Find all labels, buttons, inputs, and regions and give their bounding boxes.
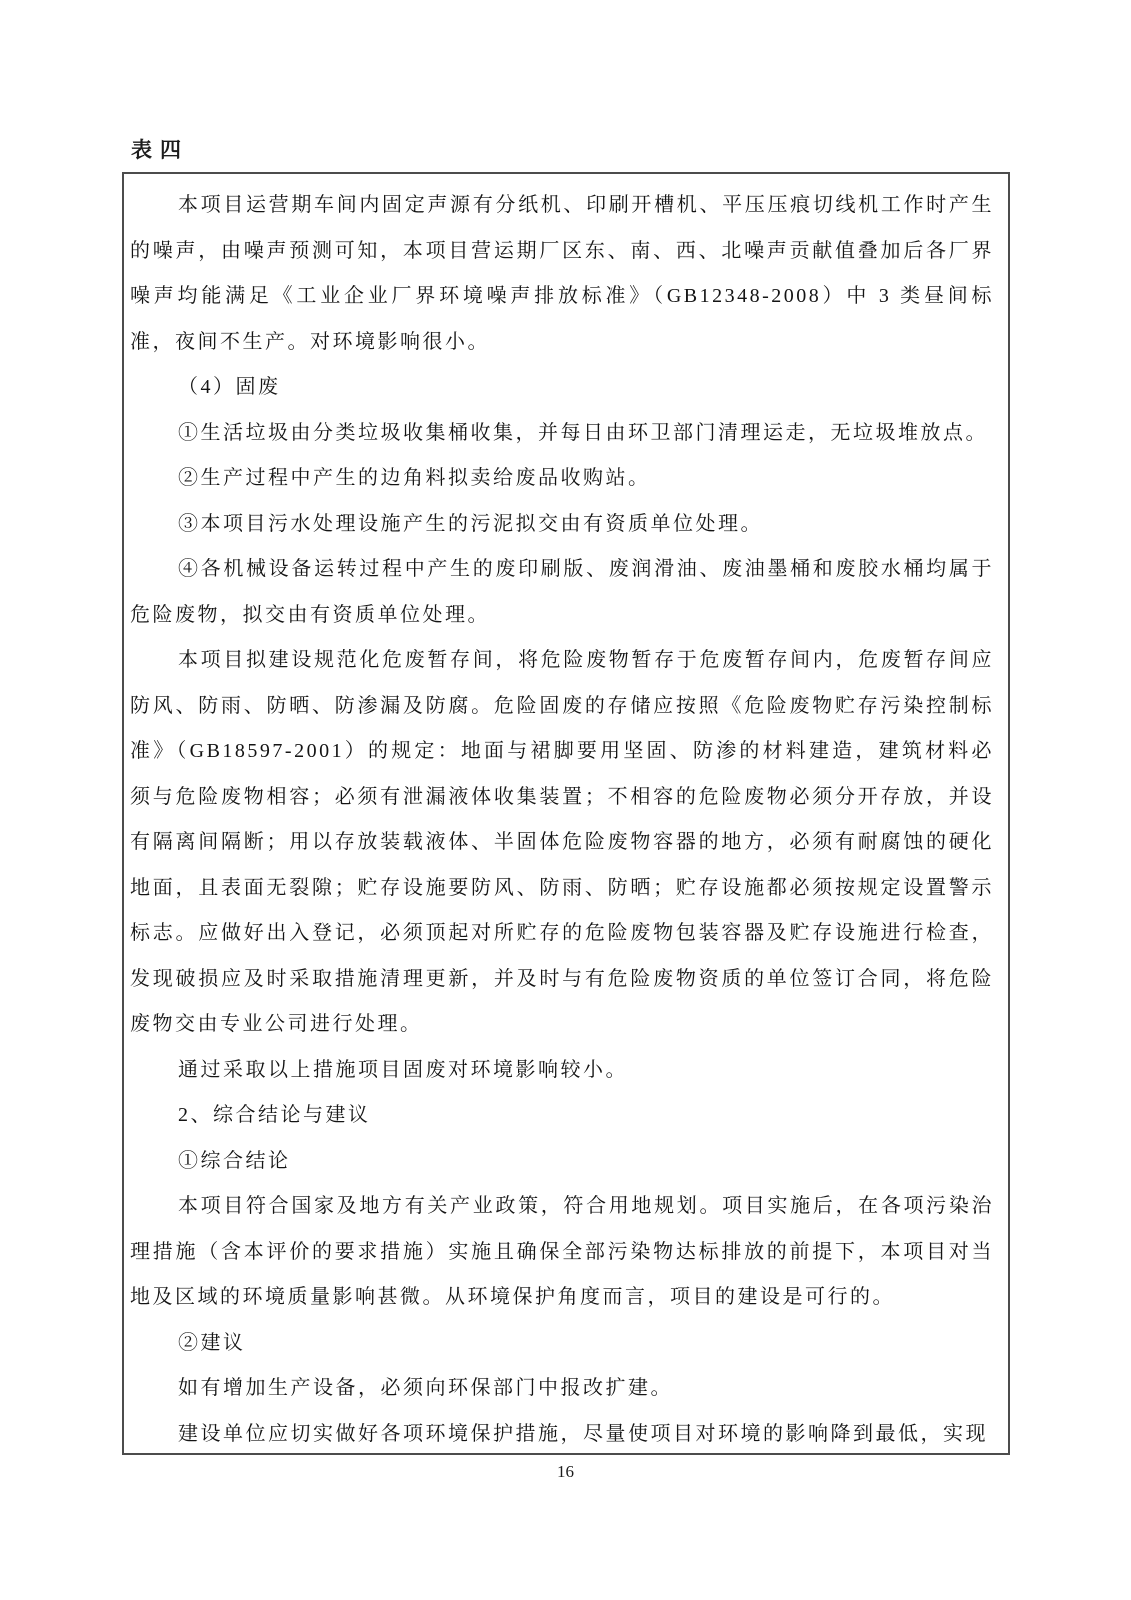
paragraph-conclusion-heading: 2、综合结论与建议 <box>178 1104 371 1126</box>
paragraph-waste-conclusion: 通过采取以上措施项目固废对环境影响较小。 <box>178 1058 628 1081</box>
document-border-box <box>122 172 1010 1455</box>
paragraph-noise: 本项目运营期车间内固定声源有分纸机、印刷开槽机、平压压痕切线机工作时产生的噪声，由噪声预测可知，本项目营运期厂区东、南、西、北噪声贡献值叠加后各厂界噪声均能满足《工业企业厂界环境噪声排放标准》（GB12348-2008）中 3 类昼间标准，夜间不生产。对环境影响很小。 <box>130 194 994 353</box>
table-label: 表四 <box>131 138 189 162</box>
paragraph-suggestion-1: 如有增加生产设备，必须向环保部门中报改扩建。 <box>178 1377 673 1399</box>
paragraph-conclusion-subheading: ①综合结论 <box>178 1149 291 1172</box>
paragraph-suggestion-subheading: ②建议 <box>178 1331 246 1354</box>
paragraph-hazardous-storage: 本项目拟建设规范化危废暂存间，将危险废物暂存于危废暂存间内，危废暂存间应防风、防雨、防晒、防渗漏及防腐。危险固废的存储应按照《危险废物贮存污染控制标准》（GB18597-2001）的规定：地面与裙脚要用坚固、防渗的材料建造，建筑材料必须与危险废物相容；必须有泄漏液体收集装置；不相容的危险废物必须分开存放，并设有隔离间隔断；用以存放装载液体、半固体危险废物容器的地方，必须有耐腐蚀的硬化地面，且表面无裂隙；贮存设施要防风、防雨、防晒；贮存设施都必须按规定设置警示标志。应做好出入登记，必须顶起对所贮存的危险废物包装容器及贮存设施进行检查，发现破损应及时采取措施清理更新，并及时与有危险废物资质的单位签订合同，将危险废物交由专业公司进行处理。 <box>130 649 994 1035</box>
document-body <box>124 174 1008 1455</box>
paragraph-waste-item-1: ①生活垃圾由分类垃圾收集桶收集，并每日由环卫部门清理运走，无垃圾堆放点。 <box>178 421 988 444</box>
paragraph-waste-item-4: ④各机械设备运转过程中产生的废印刷版、废润滑油、废油墨桶和废胶水桶均属于危险废物，拟交由有资质单位处理。 <box>130 558 994 626</box>
paragraph-waste-item-3: ③本项目污水处理设施产生的污泥拟交由有资质单位处理。 <box>178 512 763 535</box>
paragraph-suggestion-2: 建设单位应切实做好各项环境保护措施，尽量使项目对环境的影响降到最低，实现 <box>178 1422 988 1445</box>
page-number: 16 <box>557 1462 574 1481</box>
paragraph-overall-conclusion: 本项目符合国家及地方有关产业政策，符合用地规划。项目实施后，在各项污染治理措施（含本评价的要求措施）实施且确保全部污染物达标排放的前提下，本项目对当地及区域的环境质量影响甚微。从环境保护角度而言，项目的建设是可行的。 <box>130 1195 994 1308</box>
paragraph-solid-waste-heading: （4）固废 <box>178 376 281 398</box>
paragraph-waste-item-2: ②生产过程中产生的边角料拟卖给废品收购站。 <box>178 467 651 489</box>
